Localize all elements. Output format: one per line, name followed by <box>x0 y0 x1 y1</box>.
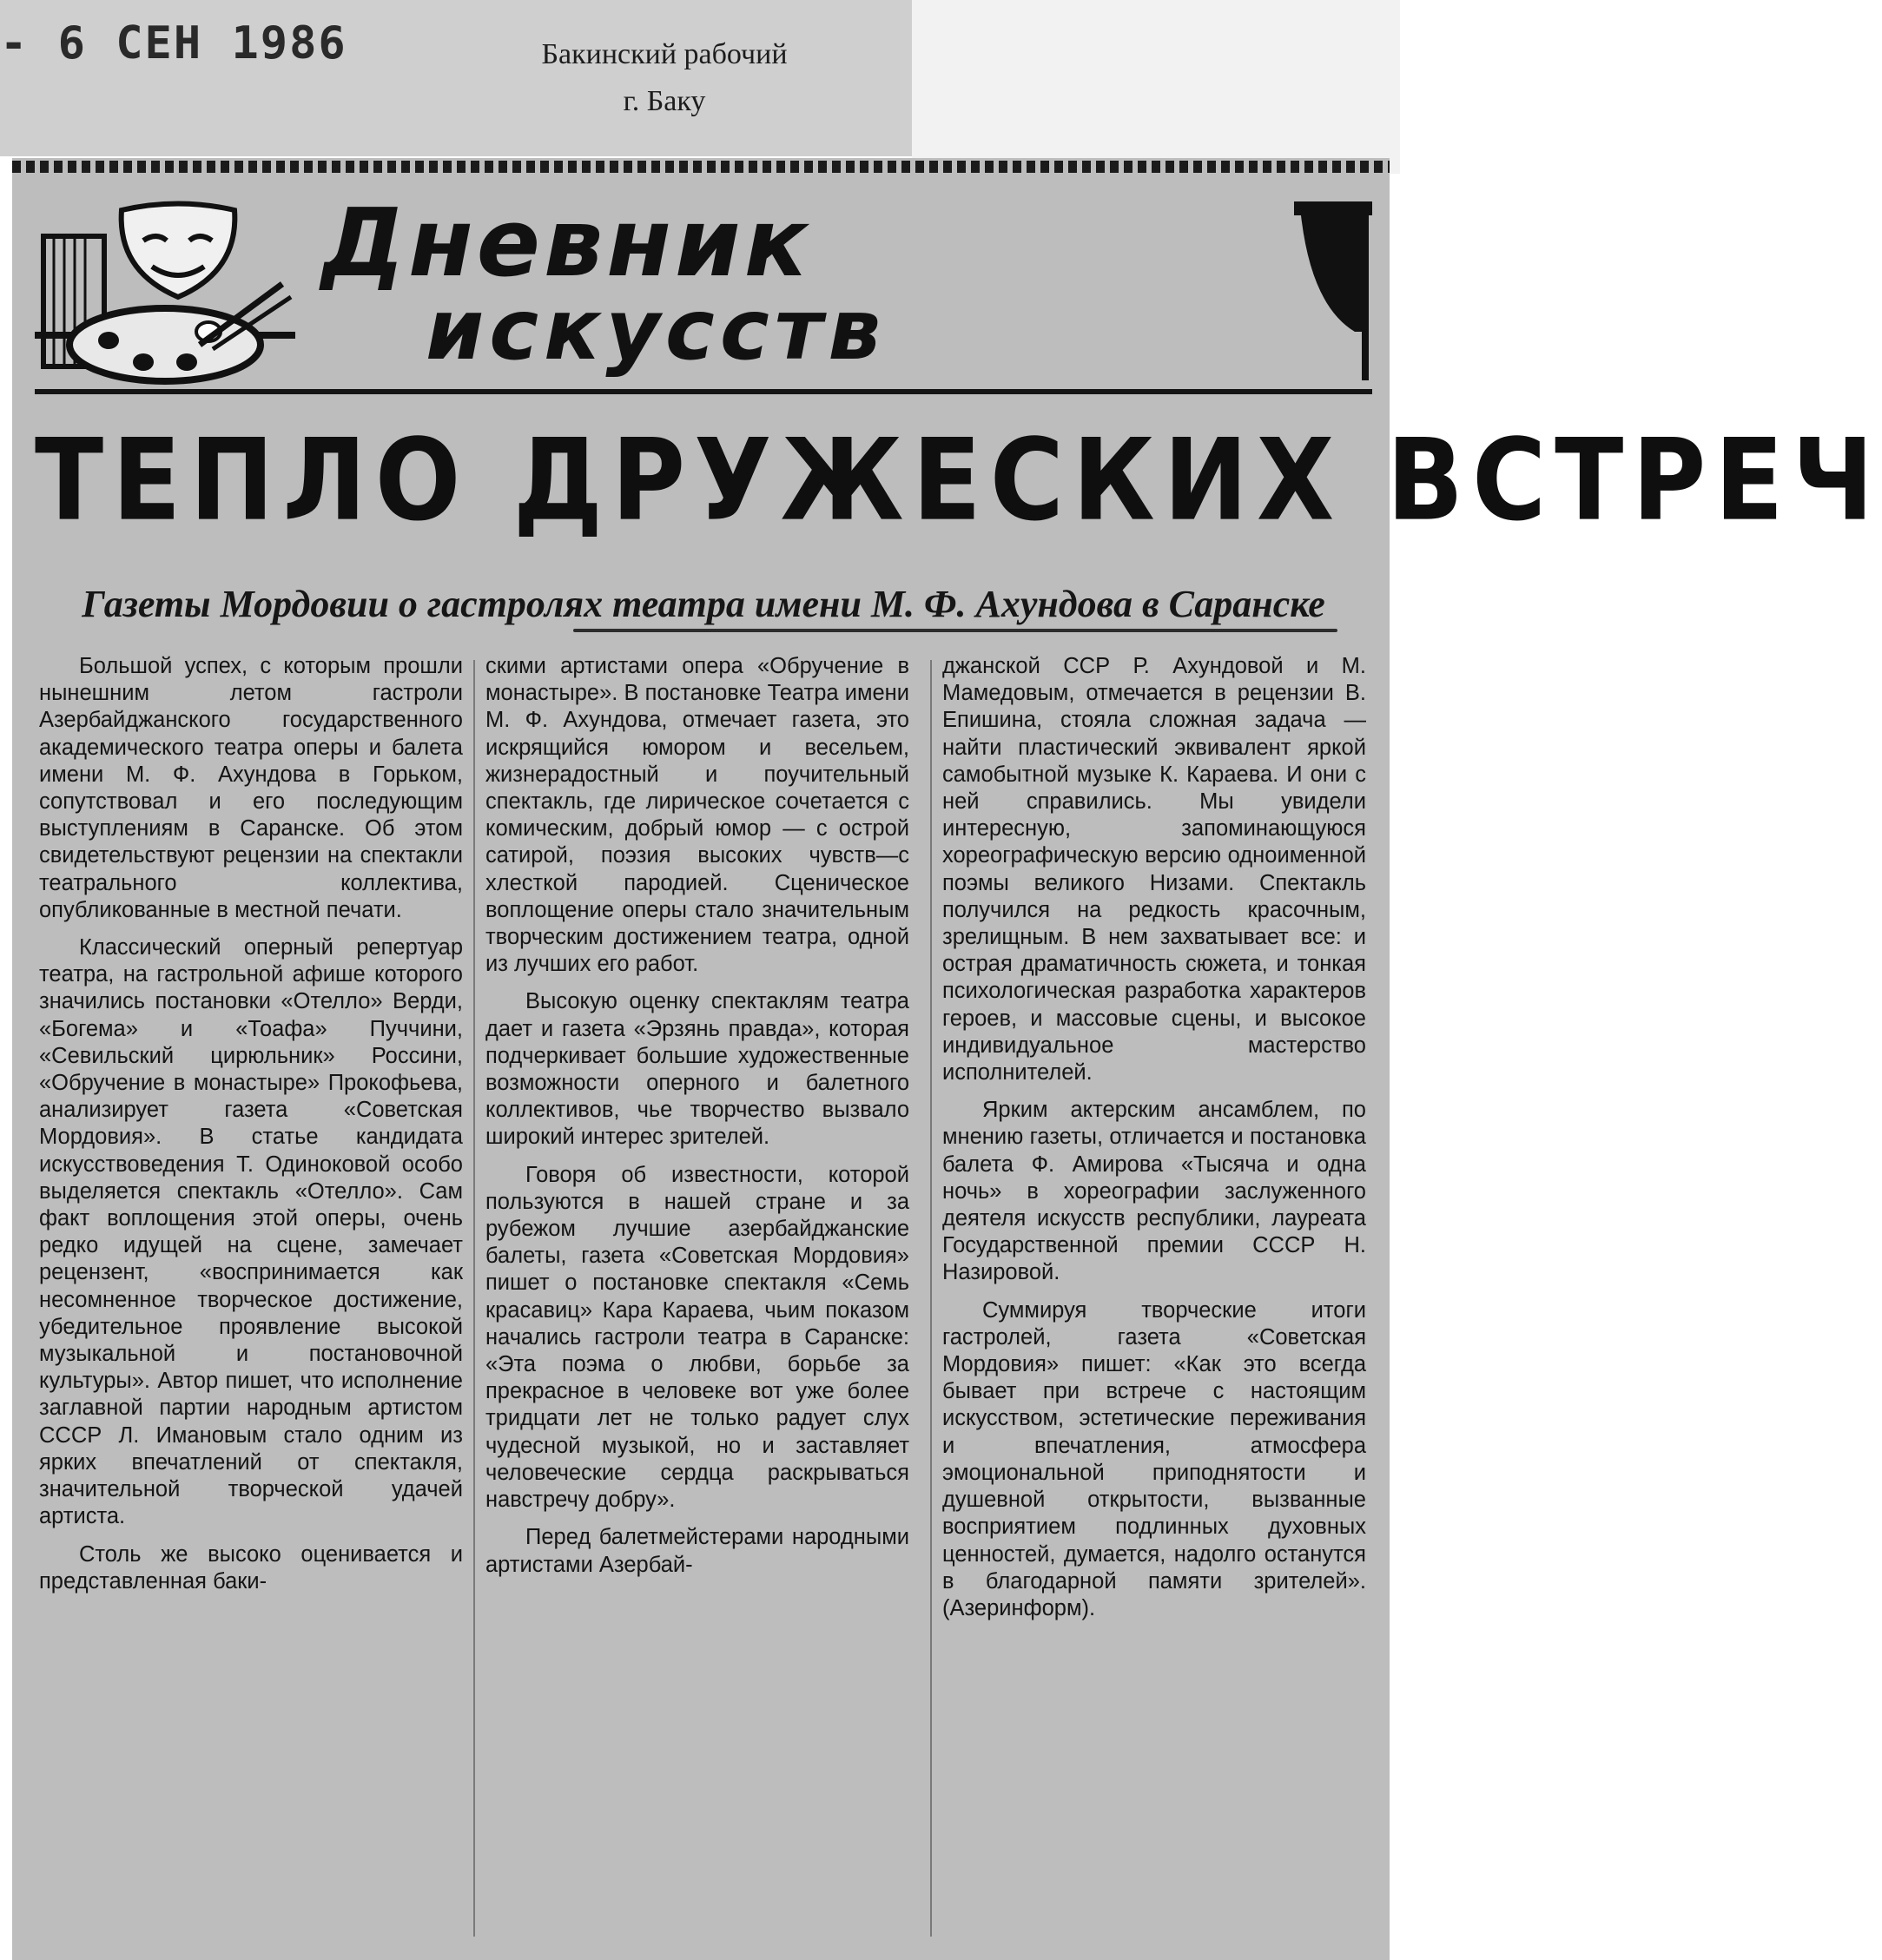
decorative-border <box>12 161 1390 173</box>
article-body <box>39 653 1385 1938</box>
rubric-title-line2: искусств <box>426 281 887 379</box>
article-column-1 <box>39 653 463 1595</box>
hand-underline <box>573 629 1337 632</box>
article-column-3 <box>942 653 1366 1622</box>
paragraph: Высокую оценку спектаклям театра дает и газета «Эрзянь правда», которая подчеркивает большие художественные возможности оперного и балетного коллективов, чье творчество вызвало широкий интерес зрителей. <box>485 989 909 1150</box>
date-stamp: - 6 СЕН 1986 <box>0 17 347 69</box>
newspaper-city: г. Баку <box>623 85 706 117</box>
paragraph: Суммируя творческие итоги гастролей, газета «Советская Мордовия» пишет: «Как это всегда бывает при встрече с настоящим искусством, эстетические переживания и впечатления, атмосфера эмоциональной приподнятости и душевной открытости, вызванные восприятием подлинных духовных ценностей, думается, надолго останутся в благодарной памяти зрителей». (Азеринформ). <box>942 1297 1366 1620</box>
rubric-title-line1: Дневник <box>321 189 811 298</box>
article-column-2 <box>485 653 909 1579</box>
column-divider <box>473 660 475 1937</box>
paragraph: Классический оперный репертуар театра, на гастрольной афише которого значились постановки «Отелло» Верди, «Богема» и «Тоафа» Пуччини, «Севильский цирюльник» Россини, «Обручение в монастыре» Прокофьева, анализирует газета «Советская Мордовия». В статье кандидата искусствоведения Т. Одиноковой особо выделяется спектакль «Отелло». Сам факт воплощения этой оперы, очень редко идущей на сцене, замечает рецензент, «воспринимается как несомненное творческое достижение, убедительное проявление высокой музыкальной и постановочной культуры». Автор пишет, что исполнение заглавной партии народным артистом СССР Л. Имановым стало одним из ярких впечатлений от спектакля, значительной творческой удачей артиста. <box>39 935 463 1529</box>
article-headline: ТЕПЛО ДРУЖЕСКИХ ВСТРЕЧ <box>35 414 1882 547</box>
newspaper-name: Бакинский рабочий <box>541 38 788 70</box>
theatre-mask-palette-icon <box>35 201 295 384</box>
stage-curtain-icon <box>1294 201 1372 384</box>
paragraph: Перед балетмейстерами народными артистами Азербай- <box>485 1525 909 1577</box>
paragraph: скими артистами опера «Обручение в монастыре». В постановке Театра имени М. Ф. Ахундова, отмечает газета, это искрящийся юмором и весельем, жизнерадостный и поучительный спектакль, где лирическое сочетается с комическим, добрый юмор — с острой сатирой, поэзия высоких чувств—с хлесткой пародией. Сценическое воплощение оперы стало значительным творческим достижением театра, одной из лучших его работ. <box>485 654 909 977</box>
article-subheadline: Газеты Мордовии о гастролях театра имени М. Ф. Ахундова в Саранске <box>82 583 1325 625</box>
paragraph: Ярким актерским ансамблем, по мнению газеты, отличается и постановка балета Ф. Амирова «Тысяча и одна ночь» в хореографии заслуженного деятеля искусств республики, лауреата Государственной премии СССР Н. Назировой. <box>942 1098 1366 1285</box>
rubric-header <box>35 189 1372 384</box>
column-divider <box>930 660 932 1937</box>
paragraph: Большой успех, с которым прошли нынешним летом гастроли Азербайджанского государственного академического театра оперы и балета имени М. Ф. Ахундова в Горьком, сопутствовал и его последующим выступлениям в Саранске. Об этом свидетельствуют рецензии на спектакли театрального коллектива, опубликованные в местной печати. <box>39 654 463 922</box>
paragraph: Столь же высоко оценивается и представленная баки- <box>39 1541 463 1594</box>
paragraph: Говоря об известности, которой пользуются в нашей стране и за рубежом лучшие азербайджанские балеты, газета «Советская Мордовия» пишет о постановке спектакля «Семь красавиц» Кара Караева, чьим показом начались гастроли театра в Саранске: «Эта поэма о любви, борьбе за прекрасное в человеке вот уже более тридцати лет не только радует слух чудесной музыкой, но и заставляет человеческие сердца раскрываться навстречу добру». <box>485 1162 909 1513</box>
background-margin <box>912 0 1400 174</box>
paragraph: джанской ССР Р. Ахундовой и М. Мамедовым, отмечается в рецензии В. Епишина, стояла сложная задача — найти пластический эквивалент яркой самобытной музыке К. Караева. И они с ней справились. Мы увидели интересную, запоминающуюся хореографическую версию одноименной поэмы великого Низами. Спектакль получился на редкость красочным, зрелищным. В нем захватывает все: и острая драматичность сюжета, и тонкая психологическая разработка характеров героев, и массовые сцены, и высокое индивидуальное мастерство исполнителей. <box>942 654 1366 1086</box>
masthead <box>473 31 855 125</box>
header-rule <box>35 389 1372 394</box>
